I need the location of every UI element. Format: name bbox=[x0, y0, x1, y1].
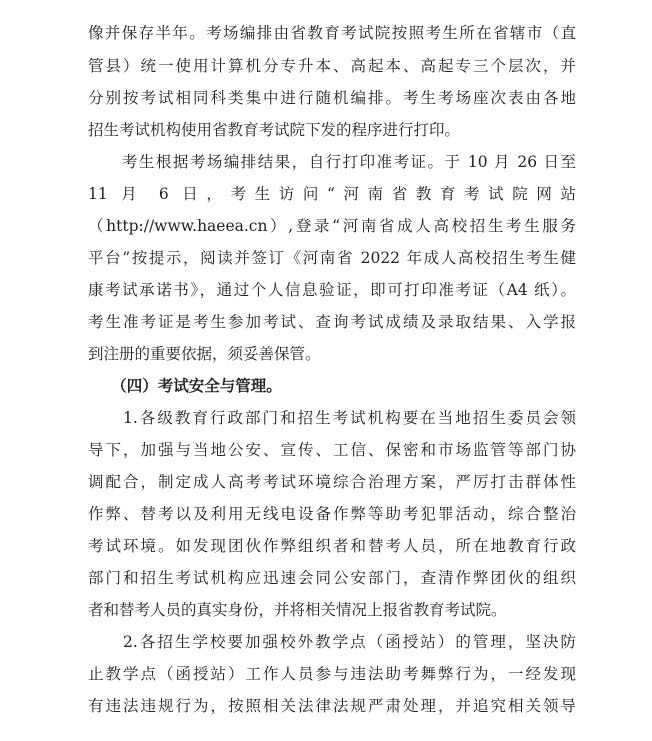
text-line: 招生考试机构使用省教育考试院下发的程序进行打印。 bbox=[88, 121, 461, 139]
text-line: 者和替考人员的真实身份，并将相关情况上报省教育考试院。 bbox=[88, 601, 507, 619]
text-line: 导下，加强与当地公安、宣传、工信、保密和市场监管等部门协 bbox=[88, 441, 576, 459]
text-line: 考生准考证是考生参加考试、查询考试成绩及录取结果、入学报 bbox=[88, 313, 576, 331]
section-heading: （四）考试安全与管理。 bbox=[88, 377, 282, 395]
text-line: 11 月 6 日，考生访问“河南省教育考试院网站 bbox=[88, 185, 576, 203]
text-line: 平台”按提示，阅读并签订《河南省 2022 年成人高校招生考生健 bbox=[88, 249, 576, 267]
text-line: （http://www.haeea.cn）,登录“河南省成人高校招生考生服务 bbox=[88, 217, 576, 235]
text-line: 管县）统一使用计算机分专升本、高起本、高起专三个层次，并 bbox=[88, 57, 576, 75]
text-line: 分别按考试相同科类集中进行随机编排。考生考场座次表由各地 bbox=[88, 89, 576, 107]
text-line: 2.各招生学校要加强校外教学点（函授站）的管理，坚决防 bbox=[88, 633, 576, 651]
text-line: 1.各级教育行政部门和招生考试机构要在当地招生委员会领 bbox=[88, 409, 576, 427]
text-line: 止教学点（函授站）工作人员参与违法助考舞弊行为，一经发现 bbox=[88, 665, 576, 683]
text-line: 像并保存半年。考场编排由省教育考试院按照考生所在省辖市（直 bbox=[88, 24, 576, 42]
text-line: 部门和招生考试机构应迅速会同公安部门，查清作弊团伙的组织 bbox=[88, 569, 576, 587]
text-line: 作弊、替考以及利用无线电设备作弊等助考犯罪活动，综合整治 bbox=[88, 505, 576, 523]
text-line: 康考试承诺书》，通过个人信息验证，即可打印准考证（A4 纸）。 bbox=[88, 281, 576, 299]
text-line: 调配合，制定成人高考考试环境综合治理方案，严厉打击群体性 bbox=[88, 473, 576, 491]
text-line: 考生根据考场编排结果，自行打印准考证。于 10 月 26 日至 bbox=[88, 153, 576, 171]
text-line: 考试环境。如发现团伙作弊组织者和替考人员，所在地教育行政 bbox=[88, 537, 576, 555]
text-line: 有违法违规行为，按照相关法律法规严肃处理，并追究相关领导 bbox=[88, 697, 576, 715]
text-line: 到注册的重要依据，须妥善保管。 bbox=[88, 345, 321, 363]
